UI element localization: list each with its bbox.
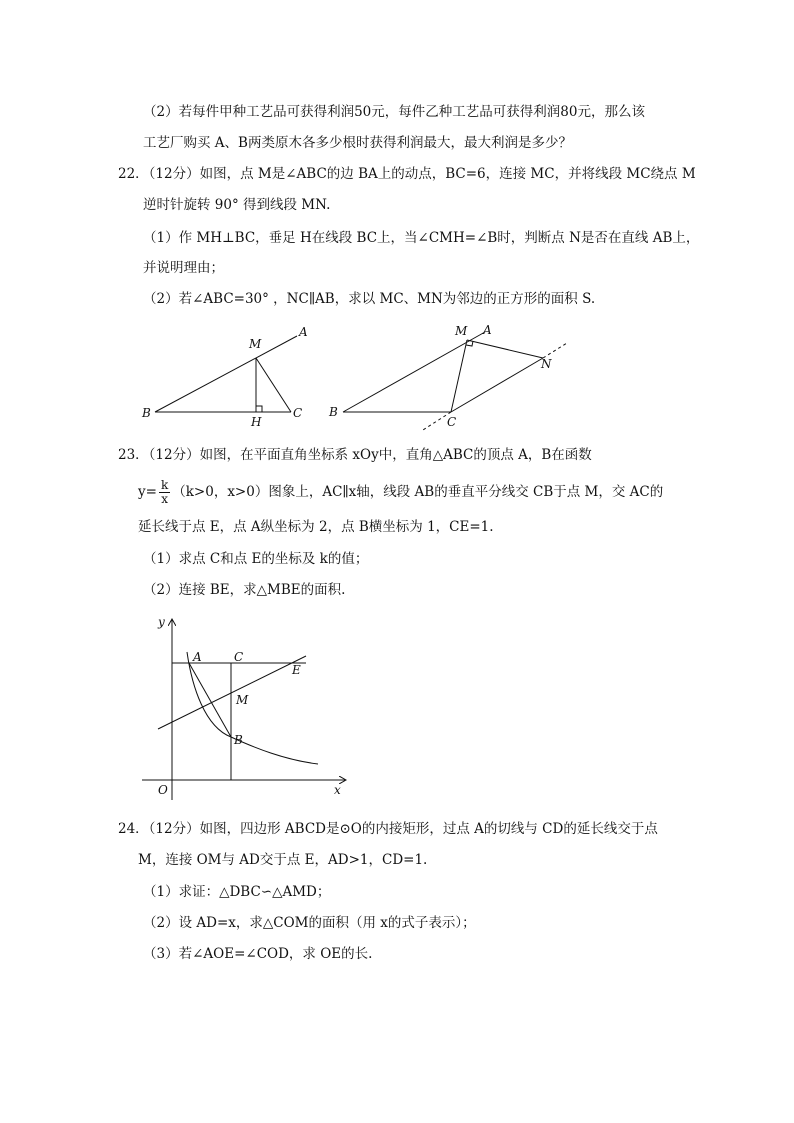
q22-part1-line1: （1）作 MH⊥BC，垂足 H在线段 BC上，当∠CMH=∠B时，判断点 N是否在直线 AB上， — [143, 230, 700, 246]
q24-line1: 24．（12分）如图，四边形 ABCD是⊙O的内接矩形，过点 A的切线与 CD的延长线交于点 — [118, 821, 658, 837]
fig23-label-o: O — [158, 783, 168, 797]
q23-line2-rest: （k>0，x>0）图象上，AC∥x轴，线段 AB的垂直平分线交 CB于点 M，交 AC的 — [172, 484, 664, 500]
fig23-label-a: A — [193, 650, 202, 664]
fig23-label-b: B — [234, 733, 243, 747]
fig1-label-h: H — [251, 415, 262, 429]
q23-fraction-numerator: k — [160, 478, 169, 492]
fig1-label-c: C — [293, 406, 303, 420]
q23-line1: 23．（12分）如图，在平面直角坐标系 xOy中，直角△ABC的顶点 A，B在函数 — [118, 447, 592, 463]
q23-fraction — [159, 479, 170, 506]
fig2-label-a: A — [483, 323, 492, 337]
q22-part1-line2: 并说明理由； — [143, 260, 224, 276]
fig1-label-a: A — [299, 325, 308, 339]
fig23-label-y: y — [158, 615, 165, 629]
fig1-label-b: B — [142, 406, 151, 420]
fig23-label-c: C — [234, 650, 244, 664]
q24-part3: （3）若∠AOE=∠COD，求 OE的长. — [143, 946, 373, 962]
q22-line1: 22．（12分）如图，点 M是∠ABC的边 BA上的动点，BC=6，连接 MC，并将线段 MC绕点 M — [118, 166, 696, 182]
q22-line2: 逆时针旋转 90° 得到线段 MN. — [143, 197, 331, 213]
q24-part2: （2）设 AD=x，求△COM的面积（用 x的式子表示）； — [143, 915, 476, 931]
fig23-label-e: E — [292, 663, 301, 677]
q22-figure-2 — [325, 318, 575, 433]
q23-line2 — [138, 479, 663, 506]
fig1-label-m: M — [249, 337, 262, 351]
q22-figure-1 — [135, 320, 335, 430]
fig2-label-m: M — [455, 324, 468, 338]
fig23-label-x: x — [334, 783, 341, 797]
fig2-label-c: C — [447, 415, 457, 429]
q23-fraction-denominator: x — [161, 492, 168, 506]
fig2-label-b: B — [329, 405, 338, 419]
q24-part1: （1）求证：△DBC∽△AMD； — [143, 884, 331, 900]
q21-part2-line2: 工艺厂购买 A、B两类原木各多少根时获得利润最大，最大利润是多少？ — [143, 135, 572, 151]
fig23-label-m: M — [236, 693, 249, 707]
q21-part2-line1: （2）若每件甲种工艺品可获得利润50元，每件乙种工艺品可获得利润80元，那么该 — [143, 104, 645, 120]
q22-part2: （2）若∠ABC=30° ，NC∥AB，求以 MC、MN为邻边的正方形的面积 S. — [143, 291, 596, 307]
q24-line2: M，连接 OM与 AD交于点 E，AD>1，CD=1. — [138, 852, 428, 868]
q23-line3: 延长线于点 E，点 A纵坐标为 2，点 B横坐标为 1，CE=1. — [138, 519, 494, 535]
q23-figure — [140, 612, 355, 802]
fig2-label-n: N — [541, 357, 552, 371]
q23-part1: （1）求点 C和点 E的坐标及 k的值； — [143, 551, 369, 567]
q23-part2: （2）连接 BE，求△MBE的面积. — [143, 582, 346, 598]
q23-formula-y: y= — [138, 484, 157, 500]
